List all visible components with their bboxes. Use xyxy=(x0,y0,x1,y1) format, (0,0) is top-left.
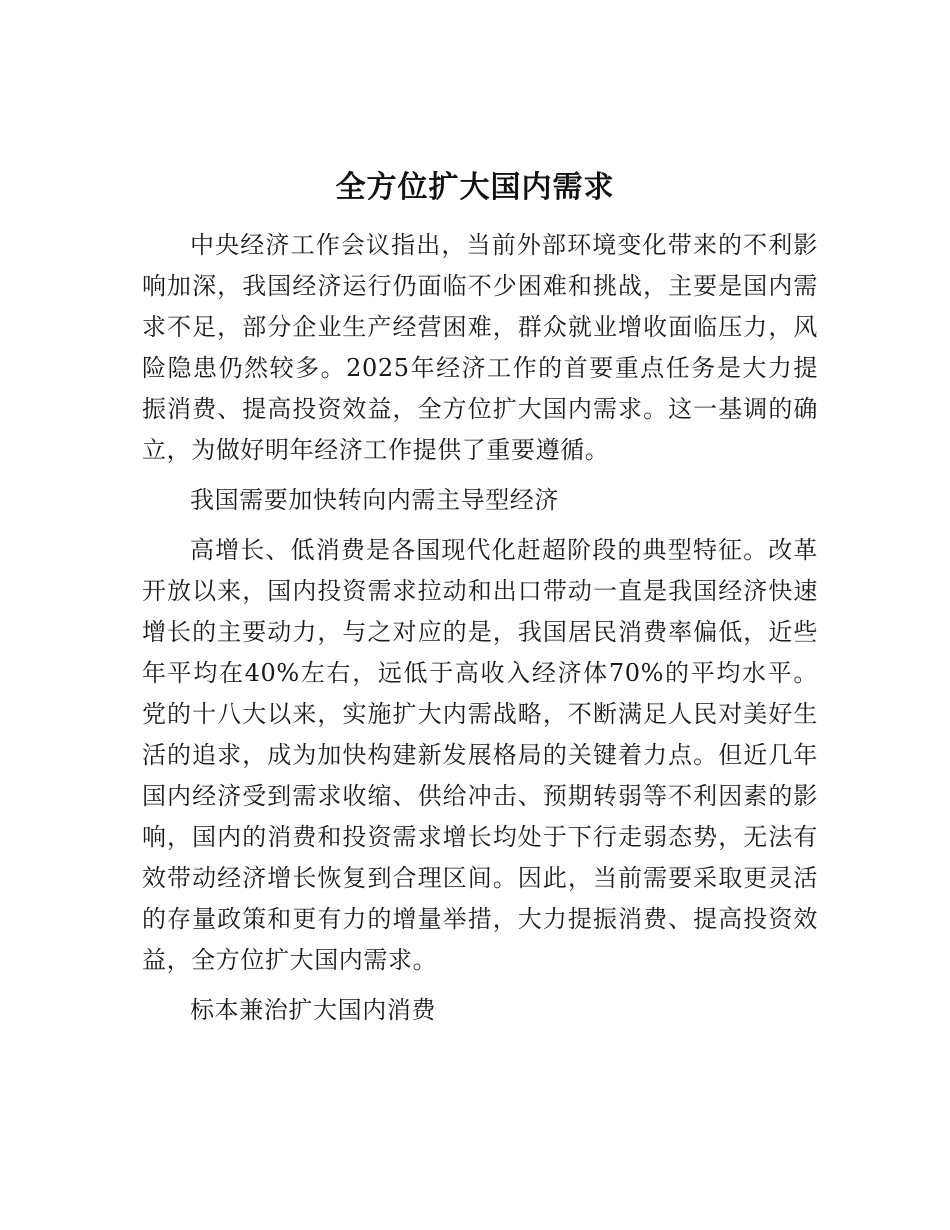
document-title: 全方位扩大国内需求 xyxy=(335,170,615,205)
paragraph-growth: 高增长、低消费是各国现代化赶超阶段的典型特征。改革开放以来，国内投资需求拉动和出口带动一直是我国经济快速增长的主要动力，与之对应的是，我国居民消费率偏低，近些年平均在40%左右，远低于高收入经济体70%的平均水平。党的十八大以来，实施扩大内需战略，不断满足人民对美好生活的追求，成为加快构建新发展格局的关键着力点。但近几年国内经济受到需求收缩、供给冲击、预期转弱等不利因素的影响，国内的消费和投资需求增长均处于下行走弱态势，无法有效带动经济增长恢复到合理区间。因此，当前需要采取更灵活的存量政策和更有力的增量举措，大力提振消费、提高投资效益，全方位扩大国内需求。 xyxy=(142,536,818,974)
section-heading-domestic-demand: 我国需要加快转向内需主导型经济 xyxy=(190,486,559,514)
paragraph-intro: 中央经济工作会议指出，当前外部环境变化带来的不利影响加深，我国经济运行仍面临不少困难和挑战，主要是国内需求不足，部分企业生产经营困难，群众就业增收面临压力，风险隐患仍然较多。2025年经济工作的首要重点任务是大力提振消费、提高投资效益，全方位扩大国内需求。这一基调的确立，为做好明年经济工作提供了重要遵循。 xyxy=(142,231,818,464)
document-body xyxy=(142,225,818,1040)
section-heading-consumption: 标本兼治扩大国内消费 xyxy=(190,996,436,1024)
